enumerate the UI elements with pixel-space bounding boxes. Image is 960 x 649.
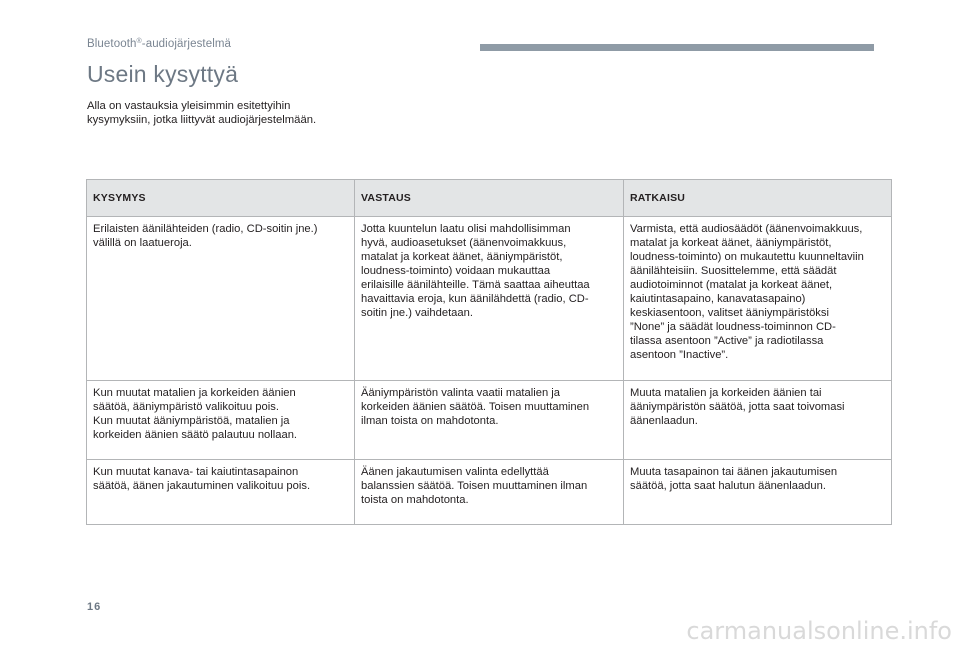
intro-paragraph: Alla on vastauksia yleisimmin esitettyihin kysymyksiin, jotka liittyvät audiojärjestelmään. [87,100,317,126]
table-row [87,217,892,381]
section-label-brand: Bluetooth [87,38,137,50]
question-cell: Kun muutat matalien ja korkeiden äänien säätöä, ääniympäristö valikoituu pois. Kun muutat ääniympäristöä, matalien ja korkeiden äänien säätö palautuu nollaan. [87,381,355,460]
solution-cell: Varmista, että audiosäädöt (äänenvoimakkuus, matalat ja korkeat äänet, ääniympäristöt, loudness-toiminto) on mukautettu kuunneltaviin äänilähteisiin. Suosittelemme, että säädät audiotoiminnot (matalat ja korkeat äänet, kaiutintasapaino, kanavatasapaino) keskiasentoon, valitset ääniympäristöksi ”None” ja säädät loudness-toiminnon CD- tilassa asentoon ”Active” ja radiotilassa asentoon ”Inactive”. [624,217,892,381]
table-row [87,460,892,525]
answer-cell: Jotta kuuntelun laatu olisi mahdollisimman hyvä, audioasetukset (äänenvoimakkuus, matalat ja korkeat äänet, ääniympäristöt, loudness-toiminto) voidaan mukauttaa erilaisille äänilähteille. Tämä saattaa aiheuttaa havaittavia eroja, kun äänilähdettä (radio, CD- soitin jne.) vaihdetaan. [355,217,624,381]
section-label-rest: -audiojärjestelmä [141,38,232,50]
table-row [87,381,892,460]
section-divider [480,44,874,51]
section-label [87,38,231,50]
table-header-row [87,180,892,217]
page-title: Usein kysyttyä [87,61,239,87]
question-cell: Erilaisten äänilähteiden (radio, CD-soitin jne.) välillä on laatueroja. [87,217,355,381]
answer-cell: Äänen jakautumisen valinta edellyttää balanssien säätöä. Toisen muuttaminen ilman toista on mahdotonta. [355,460,624,525]
page-number: 16 [87,601,102,613]
answer-cell: Ääniympäristön valinta vaatii matalien ja korkeiden äänien säätöä. Toisen muuttaminen ilman toista on mahdotonta. [355,381,624,460]
solution-cell: Muuta matalien ja korkeiden äänien tai ääniympäristön säätöä, jotta saat toivomasi äänenlaadun. [624,381,892,460]
registered-mark: ® [136,38,142,45]
watermark: carmanualsonline.info [686,617,952,645]
column-header-question: KYSYMYS [87,180,355,217]
column-header-answer: VASTAUS [355,180,624,217]
faq-table [86,179,892,525]
question-cell: Kun muutat kanava- tai kaiutintasapainon säätöä, äänen jakautuminen valikoituu pois. [87,460,355,525]
solution-cell: Muuta tasapainon tai äänen jakautumisen säätöä, jotta saat halutun äänenlaadun. [624,460,892,525]
column-header-solution: RATKAISU [624,180,892,217]
